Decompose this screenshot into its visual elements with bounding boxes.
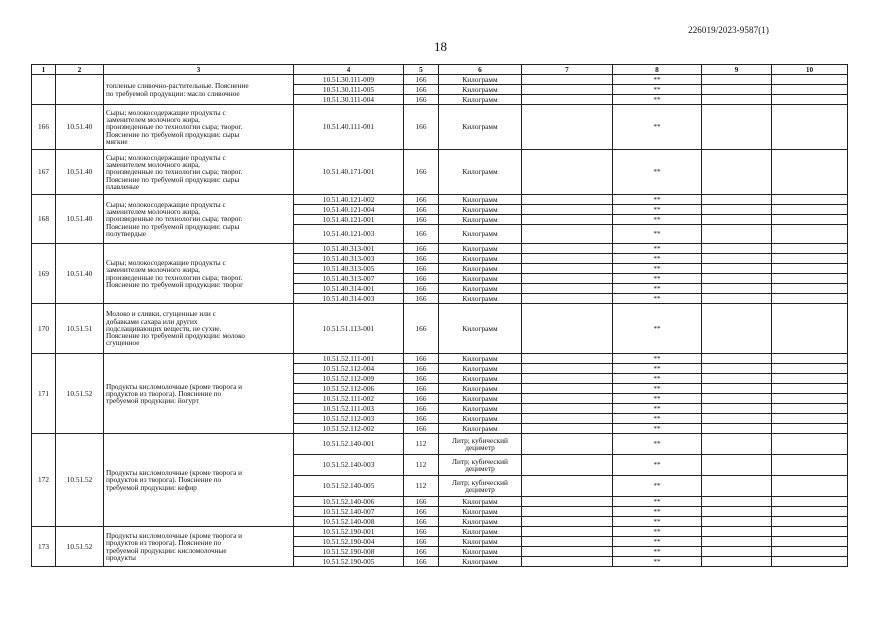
empty-cell <box>522 394 613 404</box>
empty-cell <box>702 354 772 364</box>
product-description: Сыры; молокосодержащие продукты с заменителем молочного жира, произведенные по технологии сыра; творог. Пояснение по требуемой продукции: сыры мягкие <box>104 105 294 150</box>
unit-name: Килограмм <box>439 244 522 254</box>
okei-code: 166 <box>404 284 439 294</box>
unit-name: Килограмм <box>439 150 522 195</box>
mark-cell: ** <box>613 150 702 195</box>
empty-cell <box>772 274 848 284</box>
unit-name: Килограмм <box>439 85 522 95</box>
mark-cell: ** <box>613 517 702 527</box>
table-row <box>32 150 848 195</box>
unit-name: Килограмм <box>439 294 522 304</box>
empty-cell <box>772 547 848 557</box>
empty-cell <box>522 195 613 205</box>
empty-cell <box>772 404 848 414</box>
mark-cell: ** <box>613 557 702 567</box>
empty-cell <box>522 384 613 394</box>
ktru-code: 10.51.40.121-001 <box>294 215 404 225</box>
okei-code: 166 <box>404 215 439 225</box>
mark-cell: ** <box>613 527 702 537</box>
mark-cell: ** <box>613 304 702 354</box>
empty-cell <box>702 517 772 527</box>
empty-cell <box>522 527 613 537</box>
ktru-code: 10.51.40.313-005 <box>294 264 404 274</box>
empty-cell <box>702 205 772 215</box>
empty-cell <box>522 476 613 497</box>
okei-code: 166 <box>404 424 439 434</box>
column-header: 1 <box>32 65 56 75</box>
mark-cell: ** <box>613 384 702 394</box>
ktru-code: 10.51.52.112-003 <box>294 414 404 424</box>
empty-cell <box>702 264 772 274</box>
empty-cell <box>772 384 848 394</box>
empty-cell <box>702 404 772 414</box>
unit-name: Литр; кубический дециметр <box>439 434 522 455</box>
okei-code: 112 <box>404 476 439 497</box>
mark-cell: ** <box>613 404 702 414</box>
mark-cell: ** <box>613 225 702 244</box>
okpd-code: 10.51.52 <box>56 527 104 567</box>
okei-code: 166 <box>404 274 439 284</box>
ktru-code: 10.51.40.313-007 <box>294 274 404 284</box>
unit-name: Килограмм <box>439 274 522 284</box>
okei-code: 166 <box>404 507 439 517</box>
ktru-code: 10.51.51.113-001 <box>294 304 404 354</box>
table-row <box>32 434 848 455</box>
empty-cell <box>702 557 772 567</box>
unit-name: Килограмм <box>439 374 522 384</box>
okei-code: 166 <box>404 205 439 215</box>
unit-name: Килограмм <box>439 537 522 547</box>
empty-cell <box>522 254 613 264</box>
okei-code: 166 <box>404 254 439 264</box>
ktru-code: 10.51.52.190-005 <box>294 557 404 567</box>
empty-cell <box>772 95 848 105</box>
empty-cell <box>772 304 848 354</box>
mark-cell: ** <box>613 205 702 215</box>
page-number: 18 <box>434 39 447 54</box>
empty-cell <box>522 507 613 517</box>
empty-cell <box>522 264 613 274</box>
empty-cell <box>522 215 613 225</box>
column-header: 4 <box>294 65 404 75</box>
empty-cell <box>522 547 613 557</box>
mark-cell: ** <box>613 394 702 404</box>
empty-cell <box>772 354 848 364</box>
unit-name: Килограмм <box>439 264 522 274</box>
mark-cell: ** <box>613 195 702 205</box>
empty-cell <box>702 254 772 264</box>
empty-cell <box>772 455 848 476</box>
column-header: 9 <box>702 65 772 75</box>
okei-code: 166 <box>404 294 439 304</box>
column-header: 10 <box>772 65 848 75</box>
empty-cell <box>702 527 772 537</box>
unit-name: Килограмм <box>439 254 522 264</box>
ktru-code: 10.51.52.190-008 <box>294 547 404 557</box>
empty-cell <box>522 537 613 547</box>
mark-cell: ** <box>613 476 702 497</box>
mark-cell: ** <box>613 537 702 547</box>
empty-cell <box>522 354 613 364</box>
mark-cell: ** <box>613 364 702 374</box>
okei-code: 166 <box>404 150 439 195</box>
mark-cell: ** <box>613 105 702 150</box>
column-header: 7 <box>522 65 613 75</box>
empty-cell <box>702 424 772 434</box>
mark-cell: ** <box>613 455 702 476</box>
ktru-code: 10.51.52.111-003 <box>294 404 404 414</box>
table-row <box>32 354 848 364</box>
empty-cell <box>702 497 772 507</box>
empty-cell <box>702 284 772 294</box>
okei-code: 166 <box>404 547 439 557</box>
mark-cell: ** <box>613 294 702 304</box>
ktru-code: 10.51.30.111-005 <box>294 85 404 95</box>
row-number: 167 <box>32 150 56 195</box>
empty-cell <box>522 557 613 567</box>
empty-cell <box>522 85 613 95</box>
okei-code: 166 <box>404 374 439 384</box>
product-description: топленые сливочно-растительные. Пояснение по требуемой продукции: масло сливочное <box>104 75 294 105</box>
okei-code: 166 <box>404 537 439 547</box>
okpd-code: 10.51.40 <box>56 105 104 150</box>
okpd-code: 10.51.51 <box>56 304 104 354</box>
unit-name: Литр; кубический дециметр <box>439 455 522 476</box>
table-row <box>32 304 848 354</box>
ktru-code: 10.51.52.140-001 <box>294 434 404 455</box>
empty-cell <box>702 274 772 284</box>
table-row <box>32 105 848 150</box>
okei-code: 112 <box>404 434 439 455</box>
empty-cell <box>772 105 848 150</box>
mark-cell: ** <box>613 264 702 274</box>
empty-cell <box>522 304 613 354</box>
ktru-code: 10.51.30.111-004 <box>294 95 404 105</box>
unit-name: Килограмм <box>439 547 522 557</box>
ktru-code: 10.51.52.112-004 <box>294 364 404 374</box>
empty-cell <box>522 284 613 294</box>
mark-cell: ** <box>613 434 702 455</box>
row-number: 172 <box>32 434 56 527</box>
column-header: 2 <box>56 65 104 75</box>
row-number <box>32 75 56 105</box>
empty-cell <box>772 557 848 567</box>
mark-cell: ** <box>613 497 702 507</box>
ktru-code: 10.51.40.111-001 <box>294 105 404 150</box>
ktru-code: 10.51.52.140-007 <box>294 507 404 517</box>
empty-cell <box>702 414 772 424</box>
unit-name: Килограмм <box>439 284 522 294</box>
empty-cell <box>702 225 772 244</box>
mark-cell: ** <box>613 95 702 105</box>
unit-name: Килограмм <box>439 95 522 105</box>
empty-cell <box>522 455 613 476</box>
empty-cell <box>772 284 848 294</box>
empty-cell <box>702 150 772 195</box>
column-header: 6 <box>439 65 522 75</box>
empty-cell <box>702 364 772 374</box>
ktru-code: 10.51.52.112-009 <box>294 374 404 384</box>
ktru-code: 10.51.52.140-006 <box>294 497 404 507</box>
empty-cell <box>772 507 848 517</box>
empty-cell <box>772 244 848 254</box>
ktru-code: 10.51.40.314-001 <box>294 284 404 294</box>
unit-name: Килограмм <box>439 507 522 517</box>
empty-cell <box>772 85 848 95</box>
okei-code: 166 <box>404 364 439 374</box>
table-row <box>32 244 848 254</box>
row-number: 166 <box>32 105 56 150</box>
okei-code: 166 <box>404 75 439 85</box>
unit-name: Килограмм <box>439 304 522 354</box>
empty-cell <box>522 75 613 85</box>
empty-cell <box>522 497 613 507</box>
okei-code: 166 <box>404 95 439 105</box>
okei-code: 166 <box>404 414 439 424</box>
mark-cell: ** <box>613 274 702 284</box>
row-number: 170 <box>32 304 56 354</box>
empty-cell <box>522 274 613 284</box>
ktru-code: 10.51.40.121-002 <box>294 195 404 205</box>
empty-cell <box>772 205 848 215</box>
empty-cell <box>772 527 848 537</box>
row-number: 173 <box>32 527 56 567</box>
empty-cell <box>772 254 848 264</box>
empty-cell <box>772 434 848 455</box>
empty-cell <box>772 195 848 205</box>
empty-cell <box>772 517 848 527</box>
unit-name: Килограмм <box>439 75 522 85</box>
unit-name: Килограмм <box>439 557 522 567</box>
okpd-code: 10.51.40 <box>56 150 104 195</box>
empty-cell <box>702 374 772 384</box>
empty-cell <box>702 85 772 95</box>
empty-cell <box>772 150 848 195</box>
unit-name: Литр; кубический дециметр <box>439 476 522 497</box>
mark-cell: ** <box>613 284 702 294</box>
unit-name: Килограмм <box>439 517 522 527</box>
mark-cell: ** <box>613 374 702 384</box>
empty-cell <box>522 244 613 254</box>
product-description: Сыры; молокосодержащие продукты с заменителем молочного жира, произведенные по технологии сыра; творог. Пояснение по требуемой продукции: творог <box>104 244 294 304</box>
okpd-code: 10.51.52 <box>56 434 104 527</box>
empty-cell <box>772 75 848 85</box>
product-description: Продукты кисломолочные (кроме творога и продуктов из творога). Пояснение по требуемой продукции: кисломолочные продукты <box>104 527 294 567</box>
empty-cell <box>702 384 772 394</box>
empty-cell <box>702 537 772 547</box>
empty-cell <box>772 294 848 304</box>
ktru-code: 10.51.40.313-001 <box>294 244 404 254</box>
ktru-code: 10.51.40.313-003 <box>294 254 404 264</box>
okei-code: 166 <box>404 557 439 567</box>
okei-code: 166 <box>404 264 439 274</box>
unit-name: Килограмм <box>439 215 522 225</box>
mark-cell: ** <box>613 547 702 557</box>
ktru-code: 10.51.52.190-001 <box>294 527 404 537</box>
ktru-code: 10.51.52.112-002 <box>294 424 404 434</box>
table-body <box>32 75 848 567</box>
product-description: Молоко и сливки, сгущенные или с добавками сахара или других подслащивающих веществ, не сухие. Пояснение по требуемой продукции: молоко сгущенное <box>104 304 294 354</box>
ktru-code: 10.51.40.171-001 <box>294 150 404 195</box>
empty-cell <box>772 215 848 225</box>
empty-cell <box>522 374 613 384</box>
empty-cell <box>522 424 613 434</box>
ktru-code: 10.51.52.111-002 <box>294 394 404 404</box>
empty-cell <box>522 404 613 414</box>
mark-cell: ** <box>613 507 702 517</box>
okei-code: 166 <box>404 354 439 364</box>
okei-code: 112 <box>404 455 439 476</box>
empty-cell <box>772 364 848 374</box>
okei-code: 166 <box>404 394 439 404</box>
empty-cell <box>702 75 772 85</box>
empty-cell <box>772 264 848 274</box>
empty-cell <box>772 497 848 507</box>
unit-name: Килограмм <box>439 225 522 244</box>
empty-cell <box>522 105 613 150</box>
okei-code: 166 <box>404 497 439 507</box>
empty-cell <box>772 537 848 547</box>
unit-name: Килограмм <box>439 105 522 150</box>
ktru-code: 10.51.52.140-008 <box>294 517 404 527</box>
ktru-code: 10.51.52.140-005 <box>294 476 404 497</box>
mark-cell: ** <box>613 85 702 95</box>
empty-cell <box>522 364 613 374</box>
unit-name: Килограмм <box>439 384 522 394</box>
empty-cell <box>772 424 848 434</box>
unit-name: Килограмм <box>439 354 522 364</box>
okei-code: 166 <box>404 195 439 205</box>
empty-cell <box>522 294 613 304</box>
table-row <box>32 75 848 85</box>
mark-cell: ** <box>613 424 702 434</box>
document-number: 226019/2023-9587(1) <box>688 25 769 35</box>
okei-code: 166 <box>404 384 439 394</box>
empty-cell <box>702 434 772 455</box>
product-description: Сыры; молокосодержащие продукты с заменителем молочного жира, произведенные по технологии сыра; творог. Пояснение по требуемой продукции: сыры полутвердые <box>104 195 294 244</box>
table-row <box>32 527 848 537</box>
empty-cell <box>702 244 772 254</box>
empty-cell <box>702 195 772 205</box>
row-number: 171 <box>32 354 56 434</box>
okpd-code: 10.51.52 <box>56 354 104 434</box>
okei-code: 166 <box>404 225 439 244</box>
column-header: 8 <box>613 65 702 75</box>
empty-cell <box>772 225 848 244</box>
empty-cell <box>772 374 848 384</box>
ktru-code: 10.51.52.112-006 <box>294 384 404 394</box>
ktru-code: 10.51.40.121-003 <box>294 225 404 244</box>
ktru-code: 10.51.52.190-004 <box>294 537 404 547</box>
product-description: Продукты кисломолочные (кроме творога и продуктов из творога). Пояснение по требуемой продукции: йогурт <box>104 354 294 434</box>
empty-cell <box>522 414 613 424</box>
empty-cell <box>522 225 613 244</box>
okpd-code: 10.51.40 <box>56 195 104 244</box>
empty-cell <box>772 414 848 424</box>
empty-cell <box>702 394 772 404</box>
okei-code: 166 <box>404 527 439 537</box>
mark-cell: ** <box>613 354 702 364</box>
empty-cell <box>522 95 613 105</box>
ktru-code: 10.51.40.121-004 <box>294 205 404 215</box>
empty-cell <box>702 547 772 557</box>
unit-name: Килограмм <box>439 424 522 434</box>
registry-table <box>31 64 848 567</box>
okei-code: 166 <box>404 404 439 414</box>
mark-cell: ** <box>613 215 702 225</box>
product-description: Сыры; молокосодержащие продукты с заменителем молочного жира, произведенные по технологии сыра; творог. Пояснение по требуемой продукции: сыры плавленые <box>104 150 294 195</box>
unit-name: Килограмм <box>439 527 522 537</box>
ktru-code: 10.51.40.314-003 <box>294 294 404 304</box>
unit-name: Килограмм <box>439 404 522 414</box>
okei-code: 166 <box>404 105 439 150</box>
empty-cell <box>702 455 772 476</box>
mark-cell: ** <box>613 244 702 254</box>
table-header-row <box>32 65 848 75</box>
empty-cell <box>772 476 848 497</box>
empty-cell <box>702 215 772 225</box>
empty-cell <box>522 150 613 195</box>
mark-cell: ** <box>613 414 702 424</box>
okpd-code <box>56 75 104 105</box>
ktru-code: 10.51.52.111-001 <box>294 354 404 364</box>
column-header: 5 <box>404 65 439 75</box>
unit-name: Килограмм <box>439 414 522 424</box>
empty-cell <box>702 507 772 517</box>
okei-code: 166 <box>404 517 439 527</box>
unit-name: Килограмм <box>439 205 522 215</box>
empty-cell <box>522 434 613 455</box>
empty-cell <box>702 105 772 150</box>
empty-cell <box>702 476 772 497</box>
mark-cell: ** <box>613 75 702 85</box>
unit-name: Килограмм <box>439 394 522 404</box>
unit-name: Килограмм <box>439 364 522 374</box>
table-row <box>32 195 848 205</box>
empty-cell <box>522 205 613 215</box>
unit-name: Килограмм <box>439 195 522 205</box>
okei-code: 166 <box>404 85 439 95</box>
okei-code: 166 <box>404 244 439 254</box>
row-number: 169 <box>32 244 56 304</box>
empty-cell <box>702 294 772 304</box>
empty-cell <box>702 304 772 354</box>
unit-name: Килограмм <box>439 497 522 507</box>
okpd-code: 10.51.40 <box>56 244 104 304</box>
mark-cell: ** <box>613 254 702 264</box>
okei-code: 166 <box>404 304 439 354</box>
empty-cell <box>702 95 772 105</box>
ktru-code: 10.51.30.111-009 <box>294 75 404 85</box>
empty-cell <box>772 394 848 404</box>
ktru-code: 10.51.52.140-003 <box>294 455 404 476</box>
empty-cell <box>522 517 613 527</box>
row-number: 168 <box>32 195 56 244</box>
column-header: 3 <box>104 65 294 75</box>
product-description: Продукты кисломолочные (кроме творога и продуктов из творога). Пояснение по требуемой продукции: кефир <box>104 434 294 527</box>
